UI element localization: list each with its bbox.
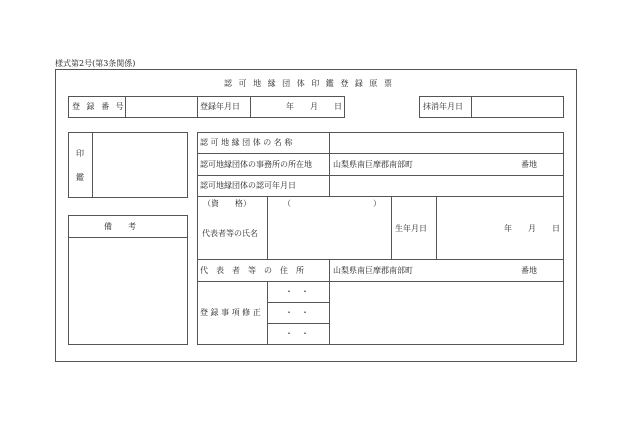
office-address-label: 認可地縁団体の事務所の所在地 — [200, 160, 312, 169]
form-number: 様式第2号(第3条関係) — [55, 59, 136, 68]
seal-label-top: 印 — [76, 149, 84, 158]
representative-name-field[interactable] — [268, 212, 390, 258]
birth-date-value[interactable]: 年 月 日 — [504, 224, 560, 233]
group-name-label: 認 可 地 縁 団 体 の 名 称 — [200, 138, 293, 147]
correction-field[interactable] — [330, 282, 563, 344]
deletion-date-field[interactable] — [472, 97, 563, 117]
correction-date-2[interactable]: ・ ・ — [285, 308, 309, 317]
seal-impression-area[interactable] — [93, 133, 187, 197]
registration-number-label: 登 録 番 号 — [72, 102, 126, 111]
approval-date-label: 認可地縁団体の認可年月日 — [200, 181, 296, 190]
qualification-label: （資 格） — [203, 199, 251, 208]
registration-number-field[interactable] — [126, 97, 196, 117]
correction-date-1[interactable]: ・ ・ — [285, 287, 309, 296]
seal-label-bottom: 鑑 — [76, 173, 84, 182]
registration-date-value[interactable]: 年 月 日 — [286, 102, 342, 111]
correction-date-3[interactable]: ・ ・ — [285, 329, 309, 338]
approval-date-field[interactable] — [330, 176, 563, 195]
office-address-value[interactable]: 山梨県南巨摩郡南部町 — [333, 160, 413, 169]
correction-label: 登 録 事 項 修 正 — [200, 308, 261, 317]
office-address-suffix: 番地 — [521, 160, 537, 169]
deletion-date-label: 抹消年月日 — [423, 102, 463, 111]
representative-address-value[interactable]: 山梨県南巨摩郡南部町 — [333, 266, 413, 275]
representative-address-suffix: 番地 — [521, 266, 537, 275]
birth-date-label: 生年月日 — [395, 224, 427, 233]
representative-address-label: 代 表 者 等 の 住 所 — [200, 266, 304, 275]
qualification-paren-open: （ — [283, 199, 291, 208]
group-name-field[interactable] — [330, 133, 563, 152]
registration-date-label: 登録年月日 — [200, 102, 240, 111]
remarks-label: 備 考 — [104, 222, 136, 231]
representative-name-label: 代表者等の氏名 — [202, 229, 258, 238]
qualification-paren-close: ） — [373, 199, 381, 208]
form-title: 認 可 地 縁 団 体 印 鑑 登 録 原 票 — [224, 79, 394, 88]
remarks-field[interactable] — [69, 238, 187, 344]
